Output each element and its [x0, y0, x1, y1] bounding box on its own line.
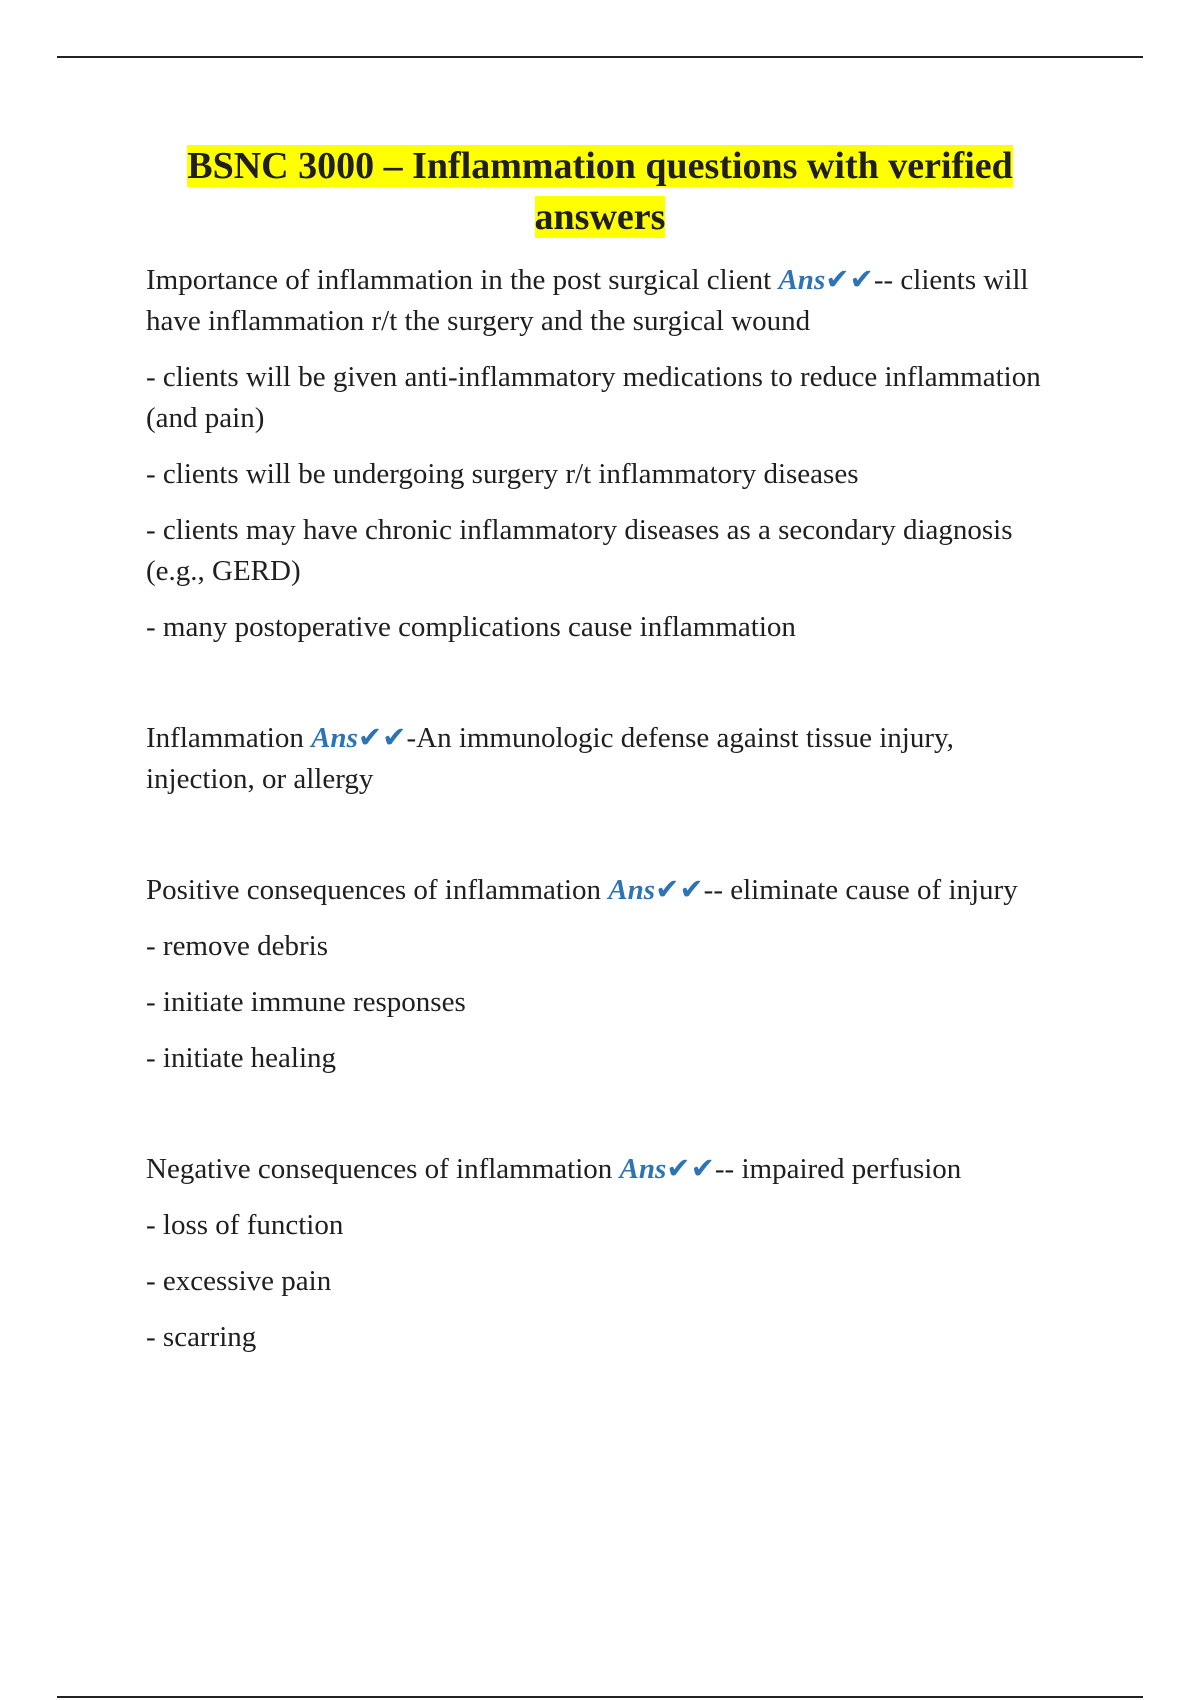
- header-rule: [57, 56, 1143, 58]
- answer-text: -- eliminate cause of injury: [703, 874, 1018, 906]
- ans-label: Ans: [619, 1153, 667, 1185]
- question-line: [146, 1149, 1066, 1190]
- answer-point: - initiate immune responses: [146, 986, 466, 1018]
- check-icon: ✔✔: [655, 874, 704, 906]
- spacer: [146, 815, 1066, 870]
- footer-rule: [57, 1696, 1143, 1698]
- answer-text: -- impaired perfusion: [714, 1153, 962, 1185]
- qa-item-negative: [146, 1149, 1066, 1358]
- answer-point: - clients may have chronic inflammatory diseases as a secondary diagnosis (e.g., GERD): [146, 514, 1013, 587]
- question-line: [146, 260, 1066, 342]
- check-icon: ✔✔: [666, 1153, 715, 1185]
- answer-point: - excessive pain: [146, 1265, 332, 1297]
- answer-text: -An immunologic defense against tissue injury, injection, or allergy: [146, 722, 954, 795]
- question-text: Importance of inflammation in the post surgical client: [146, 264, 772, 296]
- check-icon: ✔✔: [357, 722, 407, 754]
- answer-point: - clients will be undergoing surgery r/t inflammatory diseases: [146, 458, 859, 490]
- ans-label: Ans: [311, 722, 358, 754]
- qa-item-inflammation: [146, 718, 1066, 800]
- answer-point: - loss of function: [146, 1209, 344, 1241]
- question-text: Inflammation: [146, 722, 304, 754]
- qa-item-positive: [146, 870, 1066, 1079]
- ans-label: Ans: [608, 874, 656, 906]
- check-icon: ✔✔: [825, 264, 874, 296]
- spacer: [146, 663, 1066, 718]
- document-title: [146, 141, 1054, 243]
- ans-label: Ans: [778, 264, 826, 296]
- document-body: [146, 260, 1066, 1373]
- question-text: Negative consequences of inflammation: [146, 1153, 613, 1185]
- qa-item-importance: [146, 260, 1066, 648]
- question-text: Positive consequences of inflammation: [146, 874, 602, 906]
- answer-point: - scarring: [146, 1321, 257, 1353]
- answer-point: - remove debris: [146, 930, 328, 962]
- answer-point: - clients will be given anti-inflammatory medications to reduce inflammation (and pain): [146, 361, 1041, 434]
- title-highlight: BSNC 3000 – Inflammation questions with verified answers: [187, 145, 1013, 238]
- spacer: [146, 1094, 1066, 1149]
- question-line: [146, 718, 1066, 800]
- answer-point: - initiate healing: [146, 1042, 337, 1074]
- answer-text: -- clients will have inflammation r/t the surgery and the surgical wound: [146, 264, 1029, 337]
- question-line: [146, 870, 1066, 911]
- answer-point: - many postoperative complications cause inflammation: [146, 611, 796, 643]
